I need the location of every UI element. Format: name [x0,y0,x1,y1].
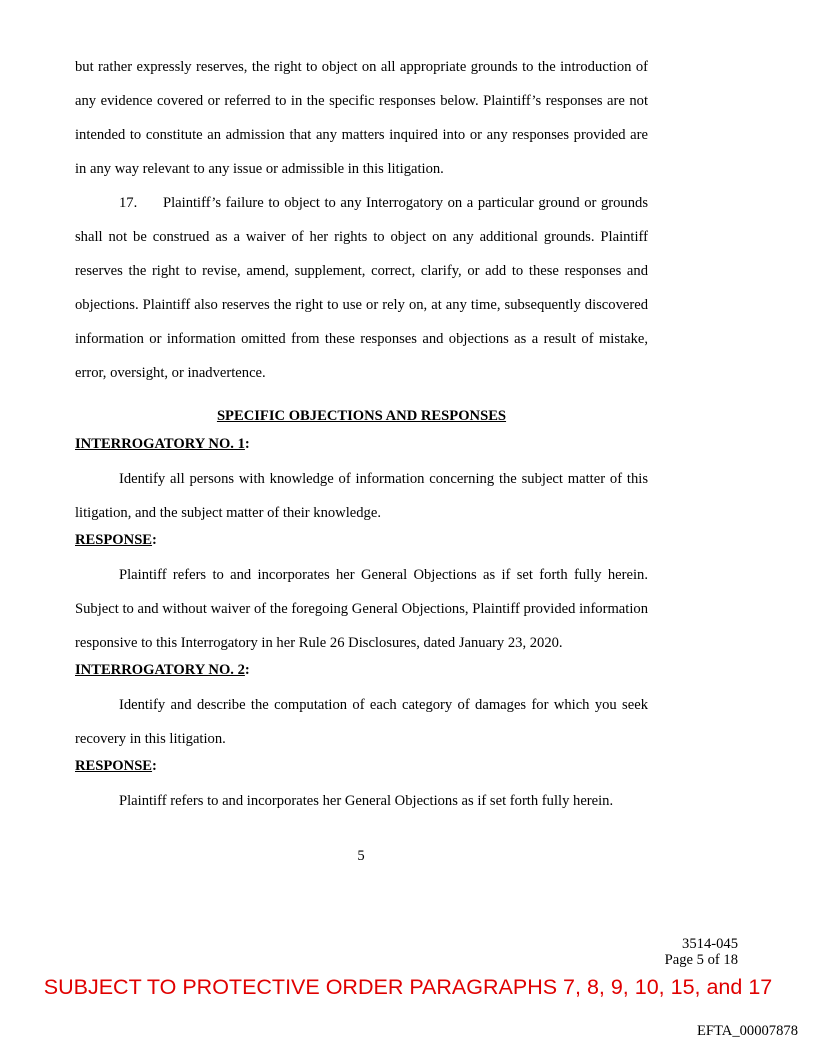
paragraph-17 [75,186,648,390]
continuation-paragraph: but rather expressly reserves, the right to object on all appropriate grounds to the introduction of any evidence covered or referred to in the specific responses below. Plaintiff’s responses are not intended to constitute an admission that any matters inquired into or any responses provided are in any way relevant to any issue or admissible in this litigation. [75,59,648,177]
interrogatory-1-text: Identify all persons with knowledge of information concerning the subject matter of this litigation, and the subject matter of their knowledge. [75,471,648,521]
section-heading: SPECIFIC OBJECTIONS AND RESPONSES [216,408,507,424]
document-id-block [665,936,738,968]
interrogatory-1-label: INTERROGATORY NO. 1 [75,436,245,452]
paragraph-17-text: Plaintiff’s failure to object to any Interrogatory on a particular ground or grounds shall not be construed as a waiver of her rights to object on any additional grounds. Plaintiff reserves the right to revise, amend, supplement, correct, clarify, or add to these responses and objections. Plaintiff also reserves the right to use or rely on, at any time, subsequently discovered information or information omitted from these responses and objections as a result of mistake, error, oversight, or inadvertence. [75,195,648,381]
interrogatory-2-text: Identify and describe the computation of each category of damages for which you seek recovery in this litigation. [75,697,648,747]
colon: : [152,532,157,548]
colon: : [244,436,250,452]
paragraph-number: 17. [119,195,138,211]
interrogatory-1-heading [75,434,648,454]
colon: : [152,758,157,774]
response-2-text: Plaintiff refers to and incorporates her General Objections as if set forth fully herein. [119,793,614,809]
bates-number: EFTA_00007878 [697,1023,798,1039]
protective-order-notice: SUBJECT TO PROTECTIVE ORDER PARAGRAPHS 7, 8, 9, 10, 15, and 17 [43,975,773,999]
response-2-label: RESPONSE [75,758,153,774]
interrogatory-2-heading [75,660,648,680]
response-1-heading [75,530,648,550]
interrogatory-2-label: INTERROGATORY NO. 2 [75,662,245,678]
page-number: 5 [357,848,365,864]
document-body [75,50,648,818]
document-id: 3514-045 [682,936,738,952]
page-of-total: Page 5 of 18 [664,952,738,968]
response-1-text: Plaintiff refers to and incorporates her General Objections as if set forth fully herein. Subject to and without waiver of the foregoing General Objections, Plaintiff provided information responsive to this Interrogatory in her Rule 26 Disclosures, dated January 23, 2020. [75,567,648,651]
colon: : [244,662,250,678]
response-1-label: RESPONSE [75,532,153,548]
response-2-heading [75,756,648,776]
